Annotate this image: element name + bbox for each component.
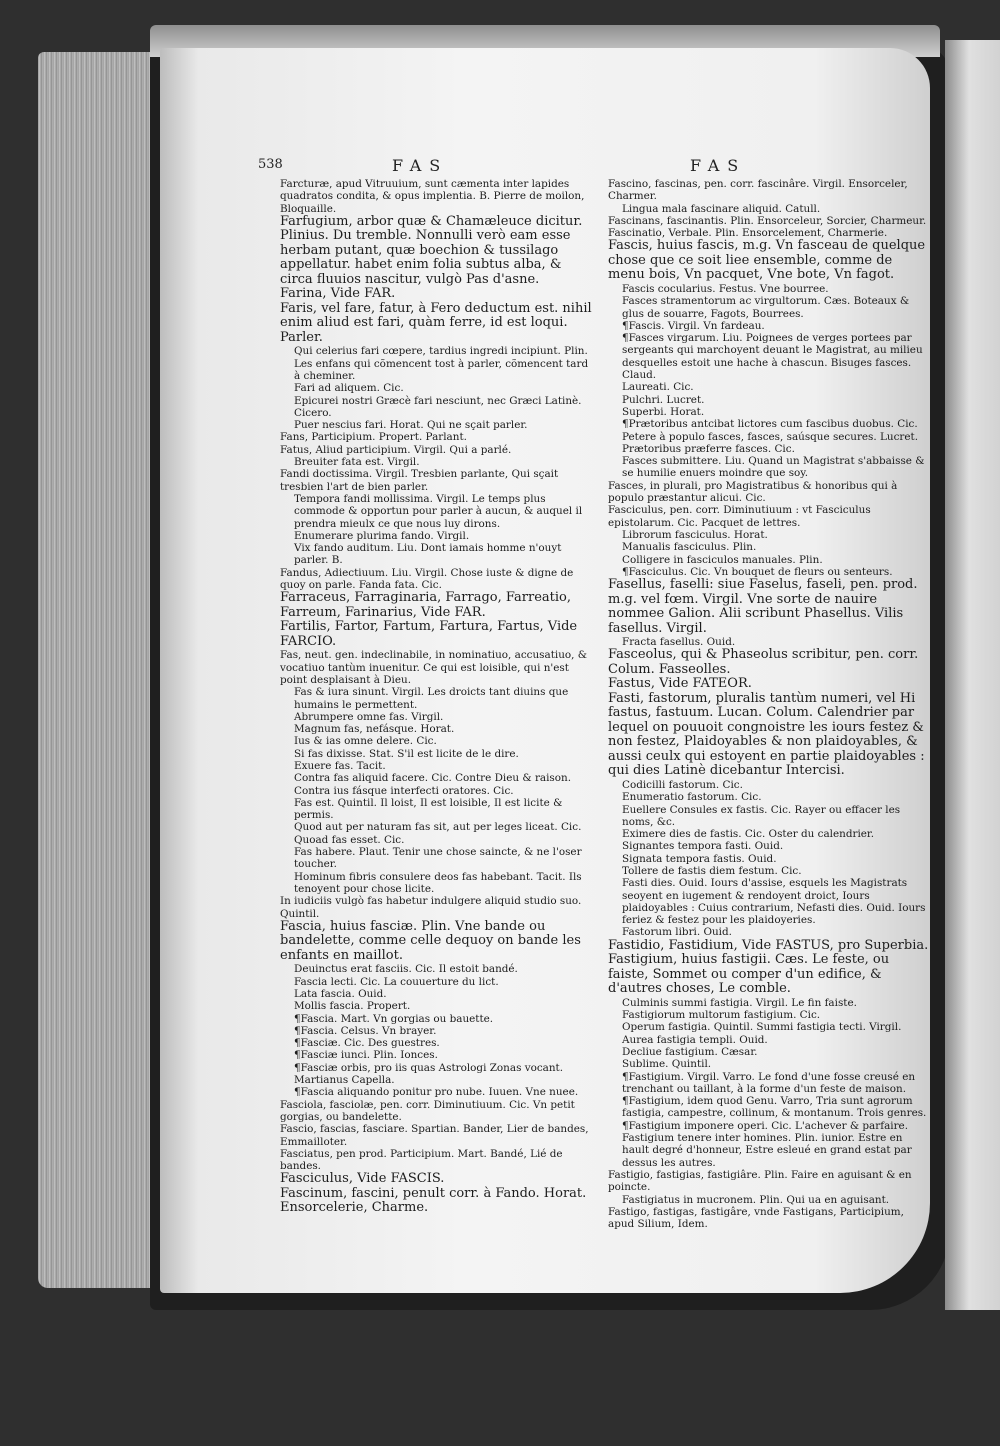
- dictionary-entry: Fasciola, fasciolæ, pen. corr. Diminutiuum. Cic. Vn petit gorgias, ou bandelette.: [280, 1098, 575, 1123]
- dictionary-entry: Ius & ias omne delere. Cic.: [294, 735, 437, 748]
- dictionary-entry: Epicurei nostri Græcè fari nesciunt, nec Græci Latinè. Cicero.: [294, 394, 582, 419]
- dictionary-entry: Fasces, in plurali, pro Magistratibus & honoribus qui à populo præstantur alicui. Cic.: [608, 479, 898, 505]
- dictionary-entry: Mollis fascia. Propert.: [294, 1000, 411, 1013]
- dictionary-entry: Fasceolus, qui & Phaseolus scribitur, pen. corr. Colum. Fasseolles.: [608, 647, 919, 677]
- dictionary-entry: Hominum fibris consulere deos fas habebant. Tacit. Ils tenoyent pour chose licite.: [294, 870, 582, 895]
- dictionary-entry: Petere à populo fasces, fasces, saúsque secures. Lucret.: [622, 430, 919, 443]
- dictionary-entry: In iudiciis vulgò fas habetur indulgere aliquid studio suo. Quintil.: [280, 895, 582, 920]
- dictionary-entry: ¶Fascia. Celsus. Vn brayer.: [294, 1024, 437, 1037]
- dictionary-entry: ¶Fasciæ. Cic. Des guestres.: [294, 1037, 440, 1050]
- dictionary-entry: Magnum fas, nefásque. Horat.: [294, 723, 455, 736]
- dictionary-entry: Quod aut per naturam fas sit, aut per leges liceat. Cic.: [294, 821, 582, 834]
- dictionary-entry: Fastidio, Fastidium, Vide FASTUS, pro Superbia.: [608, 937, 929, 953]
- facing-page-edge: [945, 40, 1000, 1310]
- dictionary-entry: Laureati. Cic.: [622, 381, 694, 394]
- dictionary-entry: Fascis, huius fascis, m.g. Vn fasceau de quelque chose que ce soit liee ensemble, comme de menu bois, Vn pacquet, Vne bote, Vn fagot.: [608, 238, 926, 283]
- dictionary-entry: Fartilis, Fartor, Fartum, Fartura, Fartus, Vide FARCIO.: [280, 619, 578, 649]
- dictionary-entry: Fastorum libri. Ouid.: [622, 926, 732, 939]
- dictionary-entry: Fasti, fastorum, pluralis tantùm numeri, vel Hi fastus, fastuum. Lucan. Colum. Calendrier par lequel on pouuoit congnoistre les iours festez & non festez, Plaidoyables & non plaidoyables, & aussi ceulx qui estoyent en partie plaidoyables : qui dies Latinè dicebantur Intercisi.: [608, 690, 925, 779]
- dictionary-entry: Fasciatus, pen prod. Participium. Mart. Bandé, Lié de bandes.: [280, 1147, 563, 1173]
- dictionary-entry: Manualis fasciculus. Plin.: [622, 541, 757, 554]
- running-head-right: FAS: [690, 156, 747, 175]
- dictionary-entry: Quoad fas esset. Cic.: [294, 833, 405, 846]
- dictionary-entry: ¶Fascis. Virgil. Vn fardeau.: [622, 319, 765, 332]
- dictionary-entry: ¶Fascia. Mart. Vn gorgias ou bauette.: [294, 1012, 494, 1025]
- dictionary-entry: Fasciculus, Vide FASCIS.: [280, 1171, 445, 1187]
- dictionary-entry: Farina, Vide FAR.: [280, 286, 396, 302]
- dictionary-entry: Fasciculus, pen. corr. Diminutiuum : vt Fasciculus epistolarum. Cic. Pacquet de lettres.: [608, 504, 871, 529]
- dictionary-entry: Contra fas aliquid facere. Cic. Contre Dieu & raison.: [294, 772, 572, 785]
- dictionary-entry: Lata fascia. Ouid.: [294, 987, 387, 1000]
- dictionary-entry: Signantes tempora fasti. Ouid.: [622, 840, 784, 853]
- dictionary-entry: ¶Fascia aliquando ponitur pro nube. Iuuen. Vne nuee.: [294, 1086, 579, 1099]
- running-head-left: FAS: [392, 156, 449, 175]
- dictionary-entry: Fascinans, fascinantis. Plin. Ensorceleur, Sorcier, Charmeur.: [608, 214, 927, 227]
- dictionary-entry: Fastigium tenere inter homines. Plin. iunior. Estre en hault degré d'honneur, Estre esleué en grand estat par dessus les autres.: [622, 1132, 912, 1169]
- dictionary-entry: Fascinatio, Verbale. Plin. Ensorcelement, Charmerie.: [608, 227, 888, 240]
- dictionary-entry: Deuinctus erat fasciis. Cic. Il estoit bandé.: [294, 963, 518, 976]
- dictionary-entry: Fastus, Vide FATEOR.: [608, 676, 752, 692]
- dictionary-entry: Fascino, fascinas, pen. corr. fascinâre. Virgil. Ensorceler, Charmer.: [608, 178, 908, 203]
- dictionary-entry: Fascinum, fascini, penult corr. à Fando. Horat. Ensorcelerie, Charme.: [280, 1185, 587, 1216]
- dictionary-entry: Sublime. Quintil.: [622, 1058, 712, 1071]
- dictionary-entry: ¶Fasciæ orbis, pro iis quas Astrologi Zonas vocant. Martianus Capella.: [294, 1061, 564, 1087]
- dictionary-entry: ¶Fastigium imponere operi. Cic. L'achever & parfaire.: [622, 1119, 909, 1132]
- dictionary-entry: Fatus, Aliud participium. Virgil. Qui a parlé.: [280, 443, 512, 456]
- dictionary-entry: Si fas dixisse. Stat. S'il est licite de le dire.: [294, 747, 519, 760]
- dictionary-entry: Fasces submittere. Liu. Quand un Magistrat s'abbaisse & se humilie enuers moindre que soy.: [622, 455, 925, 480]
- dictionary-entry: Fascia, huius fasciæ. Plin. Vne bande ou bandelette, comme celle dequoy on bande les enfants en maillot.: [280, 918, 581, 963]
- dictionary-entry: Fasti dies. Ouid. Iours d'assise, esquels les Magistrats seoyent en iugement & rendoyent droict, Iours plaidoyables : Cuius contrarium, Nefasti dies. Ouid. Iours feriez & festez pour les plaidoyeries.: [622, 877, 926, 927]
- dictionary-entry: Pulchri. Lucret.: [622, 393, 705, 406]
- dictionary-entry: Euellere Consules ex fastis. Cic. Rayer ou effacer les noms, &c.: [622, 803, 901, 828]
- dictionary-entry: Fas & iura sinunt. Virgil. Les droicts tant diuins que humains le permettent.: [294, 686, 569, 711]
- dictionary-entry: ¶Fasciæ iunci. Plin. Ionces.: [294, 1049, 438, 1062]
- dictionary-entry: Librorum fasciculus. Horat.: [622, 528, 768, 541]
- dictionary-entry: Exuere fas. Tacit.: [294, 760, 386, 772]
- dictionary-entry: Fastigium, huius fastigii. Cæs. Le feste, ou faiste, Sommet ou comper d'un edifice, & d'autres choses, Le comble.: [608, 952, 890, 997]
- dictionary-entry: Colligere in fasciculos manuales. Plin.: [622, 553, 823, 566]
- dictionary-entry: Fastigiatus in mucronem. Plin. Qui ua en aguisant.: [622, 1193, 890, 1206]
- dictionary-entry: Signata tempora fastis. Ouid.: [622, 852, 777, 865]
- dictionary-entry: Enumeratio fastorum. Cic.: [622, 791, 762, 804]
- dictionary-entry: Abrumpere omne fas. Virgil.: [294, 710, 444, 723]
- dictionary-entry: Fari ad aliquem. Cic.: [294, 382, 404, 395]
- dictionary-entry: Enumerare plurima fando. Virgil.: [294, 529, 470, 542]
- dictionary-entry: Aurea fastigia templi. Ouid.: [622, 1033, 768, 1046]
- dictionary-entry: Tollere de fastis diem festum. Cic.: [622, 864, 802, 877]
- dictionary-entry: Eximere dies de fastis. Cic. Oster du calendrier.: [622, 828, 875, 841]
- dictionary-entry: Fasces stramentorum ac virgultorum. Cæs. Boteaux & glus de souarre, Fagots, Bourrees.: [622, 295, 910, 320]
- dictionary-entry: Fans, Participium. Propert. Parlant.: [280, 431, 467, 444]
- right-column: [608, 178, 930, 1230]
- dictionary-entry: Fandi doctissima. Virgil. Tresbien parlante, Qui sçait tresbien l'art de bien parler.: [280, 468, 559, 493]
- dictionary-entry: Breuiter fata est. Virgil.: [294, 456, 420, 469]
- dictionary-entry: ¶Fasces virgarum. Liu. Poignees de verges portees par sergeants qui marchoyent deuant le Magistrat, au milieu desquelles estoit une hache à chascun. Bisuges fasces. Claud.: [622, 332, 923, 382]
- left-column: [280, 178, 596, 1216]
- dictionary-entry: Fastigiorum multorum fastigium. Cic.: [622, 1009, 821, 1022]
- dictionary-entry: Fastigo, fastigas, fastigâre, vnde Fastigans, Participium, apud Silium, Idem.: [608, 1205, 904, 1231]
- dictionary-entry: Contra ius fásque interfecti oratores. Cic.: [294, 784, 514, 797]
- dictionary-entry: ¶Fastigium. Virgil. Varro. Le fond d'une fosse creusé en trenchant ou taillant, à la forme d'un feste de maison.: [622, 1070, 916, 1095]
- dictionary-entry: Farraceus, Farraginaria, Farrago, Farreatio, Farreum, Farinarius, Vide FAR.: [280, 590, 571, 620]
- dictionary-entry: Fas, neut. gen. indeclinabile, in nominatiuo, accusatiuo, & vocatiuo tantùm inuenitur. Ce qui est loisible, qui n'est point desplaisant à Dieu.: [280, 649, 588, 686]
- dictionary-entry: Tempora fandi mollissima. Virgil. Le temps plus commode & opportun pour parler à aucun, & auquel il prendra mieulx ce que nous luy dirons.: [294, 492, 583, 530]
- dictionary-entry: Fasellus, faselli: siue Faselus, faseli, pen. prod. m.g. vel fœm. Virgil. Vne sorte de nauire nommee Galion. Alii scribunt Phasellus. Vilis fasellus. Virgil.: [608, 577, 918, 636]
- page-edges: [38, 52, 164, 1288]
- dictionary-entry: Fascia lecti. Cic. La couuerture du lict.: [294, 975, 499, 988]
- dictionary-entry: Culminis summi fastigia. Virgil. Le fin faiste.: [622, 996, 857, 1009]
- dictionary-entry: Vix fando auditum. Liu. Dont iamais homme n'ouyt parler. B.: [294, 542, 562, 567]
- dictionary-entry: Fascis cocularius. Festus. Vne bourree.: [622, 282, 829, 295]
- dictionary-entry: Fas est. Quintil. Il loist, Il est loisible, Il est licite & permis.: [294, 796, 563, 822]
- dictionary-entry: Fracta fasellus. Ouid.: [622, 636, 736, 649]
- dictionary-entry: Codicilli fastorum. Cic.: [622, 778, 743, 791]
- dictionary-entry: Qui celerius fari cœpere, tardius ingredi incipiunt. Plin. Les enfans qui cõmencent tost à parler, cõmencent tard à cheminer.: [294, 345, 589, 382]
- dictionary-entry: Fas habere. Plaut. Tenir une chose saincte, & ne l'oser toucher.: [294, 846, 582, 871]
- dictionary-entry: Faris, vel fare, fatur, à Fero deductum est. nihil enim aliud est fari, quàm ferre, id est loqui. Parler.: [280, 300, 592, 345]
- dictionary-entry: Farfugium, arbor quæ & Chamæleuce dicitur. Plinius. Du tremble. Nonnulli verò eam esse herbam putant, quæ boechion & tussilago appellatur. habet enim folia subtus alba, & circa fluuios nascitur, vulgò Pas d'asne.: [280, 213, 583, 287]
- dictionary-entry: Decliue fastigium. Cæsar.: [622, 1045, 758, 1058]
- dictionary-entry: ¶Fasciculus. Cic. Vn bouquet de fleurs ou senteurs.: [622, 565, 893, 578]
- dictionary-entry: Fandus, Adiectiuum. Liu. Virgil. Chose iuste & digne de quoy on parle. Fanda fata. Cic.: [280, 566, 574, 592]
- dictionary-entry: Lingua mala fascinare aliquid. Catull.: [622, 202, 821, 215]
- page-number: 538: [258, 157, 283, 172]
- dictionary-entry: ¶Fastigium, idem quod Genu. Varro, Tria sunt agrorum fastigia, campestre, collinum, & montanum. Trois genres.: [622, 1095, 927, 1120]
- dictionary-entry: Farcturæ, apud Vitruuium, sunt cæmenta inter lapides quadratos condita, & opus implentia. B. Pierre de moilon, Bloquaille.: [280, 178, 585, 215]
- dictionary-entry: Fastigio, fastigias, fastigiâre. Plin. Faire en aguisant & en poincte.: [608, 1168, 912, 1194]
- dictionary-entry: ¶Prætoribus antcibat lictores cum fascibus duobus. Cic.: [622, 418, 918, 431]
- dictionary-entry: Fascio, fascias, fasciare. Spartian. Bander, Lier de bandes, Emmailloter.: [280, 1123, 589, 1148]
- dictionary-entry: Superbi. Horat.: [622, 405, 705, 418]
- dictionary-entry: Puer nescius fari. Horat. Qui ne sçait parler.: [294, 419, 528, 432]
- dictionary-entry: Prætoribus præferre fasces. Cic.: [622, 442, 795, 455]
- dictionary-entry: Operum fastigia. Quintil. Summi fastigia tecti. Virgil.: [622, 1021, 902, 1034]
